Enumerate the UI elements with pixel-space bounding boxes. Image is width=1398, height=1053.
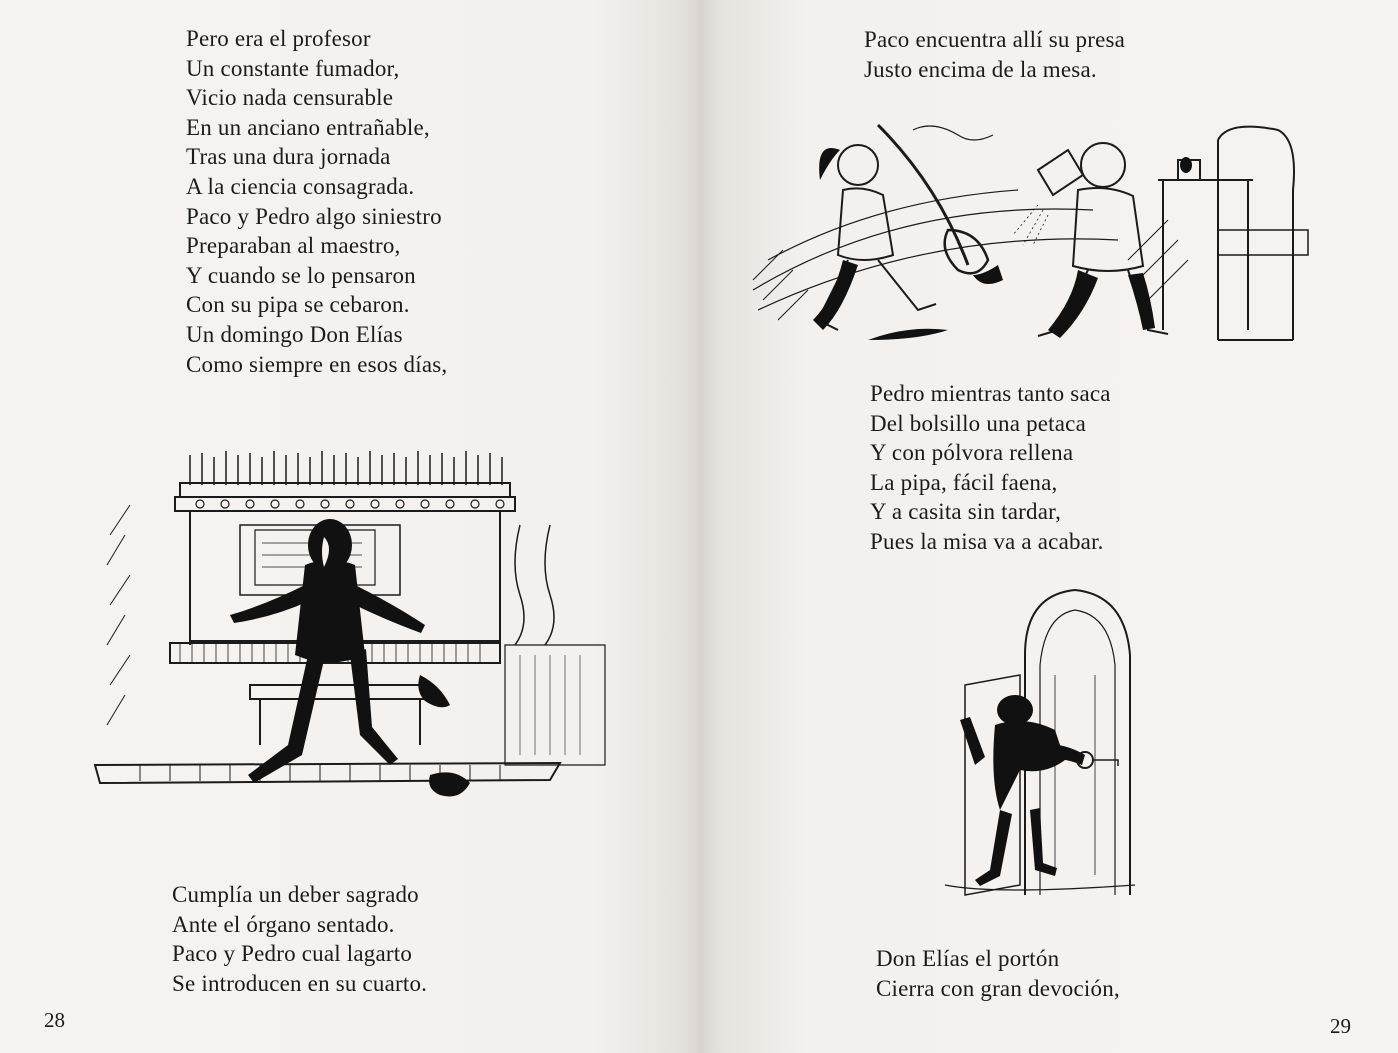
organist-drawing	[80, 445, 640, 835]
verse-line: Se introducen en su cuarto.	[172, 970, 428, 996]
right-stanza-2	[870, 379, 1111, 557]
verse-line: Tras una dura jornada	[186, 144, 391, 170]
verse-line: Cierra con gran devoción,	[876, 975, 1120, 1001]
verse-line: Preparaban al maestro,	[186, 233, 401, 259]
left-stanza-1	[186, 24, 447, 379]
verse-line: Pero era el profesor	[186, 26, 371, 51]
right-page	[700, 0, 1398, 1053]
closing-door-drawing	[935, 585, 1145, 915]
verse-line: Pues la misa va a acabar.	[870, 528, 1104, 554]
boys-with-pipe-drawing	[748, 110, 1353, 360]
verse-line: Don Elías el portón	[876, 946, 1060, 971]
pipe-filling-illustration	[748, 110, 1353, 360]
verse-line: La pipa, fácil faena,	[870, 469, 1058, 495]
verse-line: Pedro mientras tanto saca	[870, 381, 1111, 406]
verse-line: Paco y Pedro algo siniestro	[186, 203, 442, 229]
right-stanza-3	[876, 944, 1120, 1003]
verse-line: Ante el órgano sentado.	[172, 911, 395, 937]
door-illustration	[935, 585, 1145, 915]
verse-line: Un domingo Don Elías	[186, 321, 403, 347]
organ-illustration	[80, 445, 640, 835]
verse-line: En un anciano entrañable,	[186, 114, 430, 140]
verse-line: Vicio nada censurable	[186, 85, 394, 111]
verse-line: Con su pipa se cebaron.	[186, 292, 410, 318]
verse-line: Y con pólvora rellena	[870, 440, 1074, 466]
verse-line: Un constante fumador,	[186, 55, 400, 81]
verse-line: Paco y Pedro cual lagarto	[172, 941, 413, 967]
left-stanza-2	[172, 880, 427, 998]
verse-line: A la ciencia consagrada.	[186, 173, 415, 199]
verse-line: Cumplía un deber sagrado	[172, 882, 419, 907]
verse-line: Del bolsillo una petaca	[870, 410, 1087, 436]
verse-line: Justo encima de la mesa.	[864, 56, 1097, 82]
page-number-right: 29	[1330, 1014, 1351, 1038]
right-stanza-1	[864, 25, 1125, 84]
verse-line: Paco encuentra allí su presa	[864, 27, 1126, 52]
verse-line: Como siempre en esos días,	[186, 351, 448, 377]
verse-line: Y cuando se lo pensaron	[186, 262, 416, 288]
page-number-left: 28	[44, 1008, 65, 1032]
verse-line: Y a casita sin tardar,	[870, 499, 1062, 525]
